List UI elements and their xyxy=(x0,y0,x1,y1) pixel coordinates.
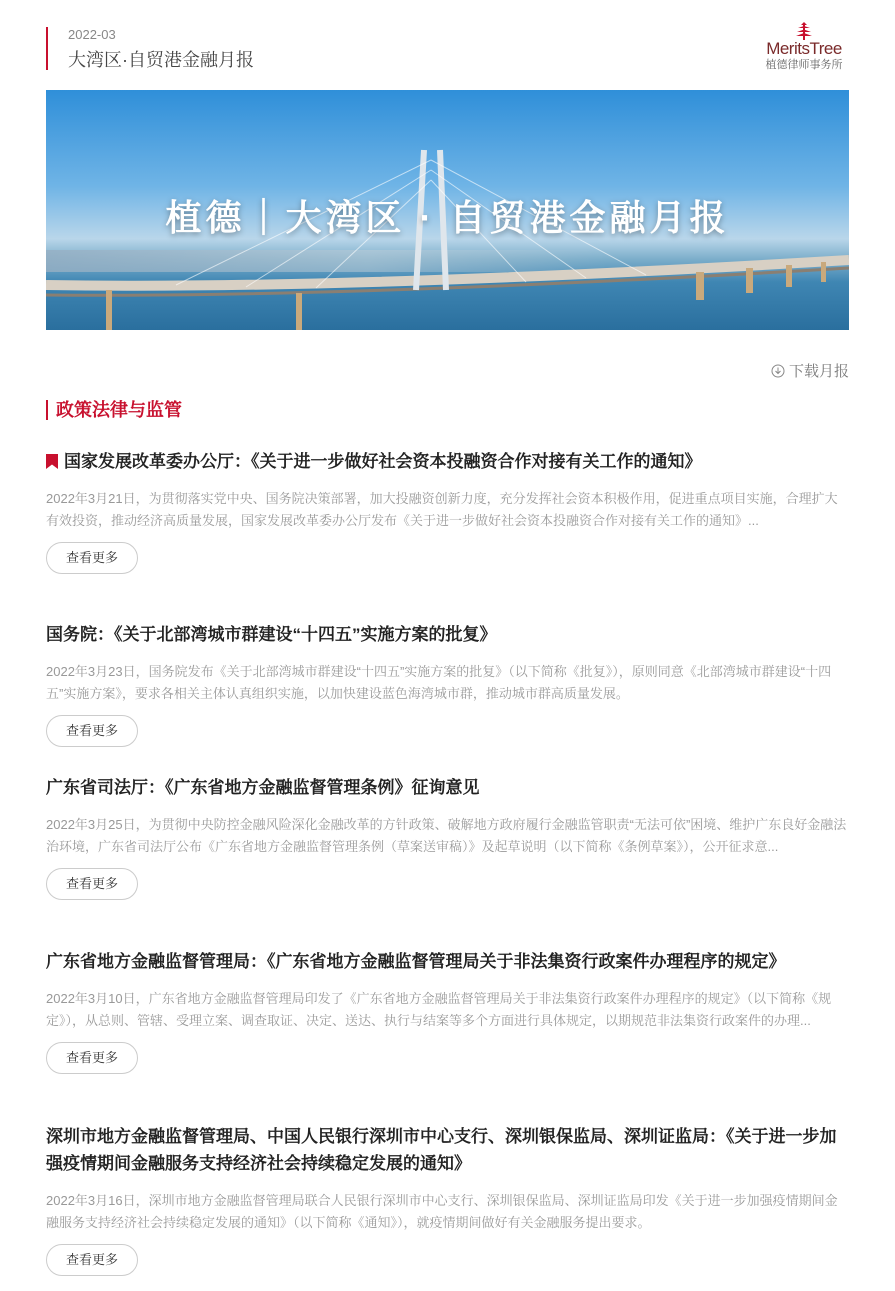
bookmark-icon xyxy=(46,454,58,469)
report-header xyxy=(46,27,254,70)
article-item xyxy=(46,621,849,747)
article-title[interactable]: 国务院：《关于北部湾城市群建设“十四五”实施方案的批复》 xyxy=(46,625,497,644)
article-summary: 2022年3月16日，深圳市地方金融监督管理局联合人民银行深圳市中心支行、深圳银保监局、深圳证监局印发《关于进一步加强疫情期间金融服务支持经济社会持续稳定发展的通知》（以下简称《通知》），就疫情期间做好有关金融服务提出要求。 xyxy=(46,1193,838,1230)
logo-text-cn: 植德律师事务所 xyxy=(765,59,843,71)
view-more-button[interactable]: 查看更多 xyxy=(46,1244,138,1276)
article-summary: 2022年3月21日，为贯彻落实党中央、国务院决策部署，加大投融资创新力度，充分发挥社会资本积极作用，促进重点项目实施，合理扩大有效投资，推动经济高质量发展，国家发展改革委办公厅发布《关于进一步做好社会资本投融资合作对接有关工作的通知》... xyxy=(46,491,838,528)
article-summary: 2022年3月25日，为贯彻中央防控金融风险深化金融改革的方针政策、破解地方政府履行金融监管职责“无法可依”困境、维护广东良好金融法治环境，广东省司法厅公布《广东省地方金融监督管理条例（草案送审稿）》及起草说明（以下简称《条例草案》），公开征求意... xyxy=(46,817,847,854)
article-item xyxy=(46,948,849,1074)
article-item xyxy=(46,1123,849,1276)
view-more-button[interactable]: 查看更多 xyxy=(46,868,138,900)
article-summary: 2022年3月23日，国务院发布《关于北部湾城市群建设“十四五”实施方案的批复》（以下简称《批复》），原则同意《北部湾城市群建设“十四五”实施方案》，要求各相关主体认真组织实施，以加快建设蓝色海湾城市群，推动城市群高质量发展。 xyxy=(46,664,832,701)
article-summary: 2022年3月10日，广东省地方金融监督管理局印发了《广东省地方金融监督管理局关于非法集资行政案件办理程序的规定》（以下简称《规定》），从总则、管辖、受理立案、调查取证、决定、送达、执行与结案等多个方面进行具体规定，以期规范非法集资行政案件的办理... xyxy=(46,991,832,1028)
article-title[interactable]: 深圳市地方金融监督管理局、中国人民银行深圳市中心支行、深圳银保监局、深圳证监局：《关于进一步加强疫情期间金融服务支持经济社会持续稳定发展的通知》 xyxy=(46,1127,837,1173)
logo-text-en: MeritsTree xyxy=(766,39,842,58)
download-report-link[interactable] xyxy=(771,360,849,381)
download-label: 下载月报 xyxy=(788,363,849,380)
banner-title: 植德｜大湾区 · 自贸港金融月报 xyxy=(165,197,730,238)
section-heading: 政策法律与监管 xyxy=(46,400,182,420)
tree-logo-icon xyxy=(794,22,814,40)
hero-banner xyxy=(46,90,849,330)
view-more-button[interactable]: 查看更多 xyxy=(46,542,138,574)
view-more-button[interactable]: 查看更多 xyxy=(46,715,138,747)
report-date: 2022-03 xyxy=(68,27,116,42)
meritstree-logo xyxy=(759,22,849,72)
report-title: 大湾区·自贸港金融月报 xyxy=(68,50,254,70)
view-more-button[interactable]: 查看更多 xyxy=(46,1042,138,1074)
article-item xyxy=(46,774,849,900)
article-item xyxy=(46,448,849,574)
article-title[interactable]: 广东省司法厅：《广东省地方金融监督管理条例》征询意见 xyxy=(46,778,480,797)
article-title[interactable]: 广东省地方金融监督管理局：《广东省地方金融监督管理局关于非法集资行政案件办理程序的规定》 xyxy=(46,952,786,971)
article-title[interactable]: 国家发展改革委办公厅：《关于进一步做好社会资本投融资合作对接有关工作的通知》 xyxy=(64,452,702,471)
download-circle-icon xyxy=(771,364,785,378)
